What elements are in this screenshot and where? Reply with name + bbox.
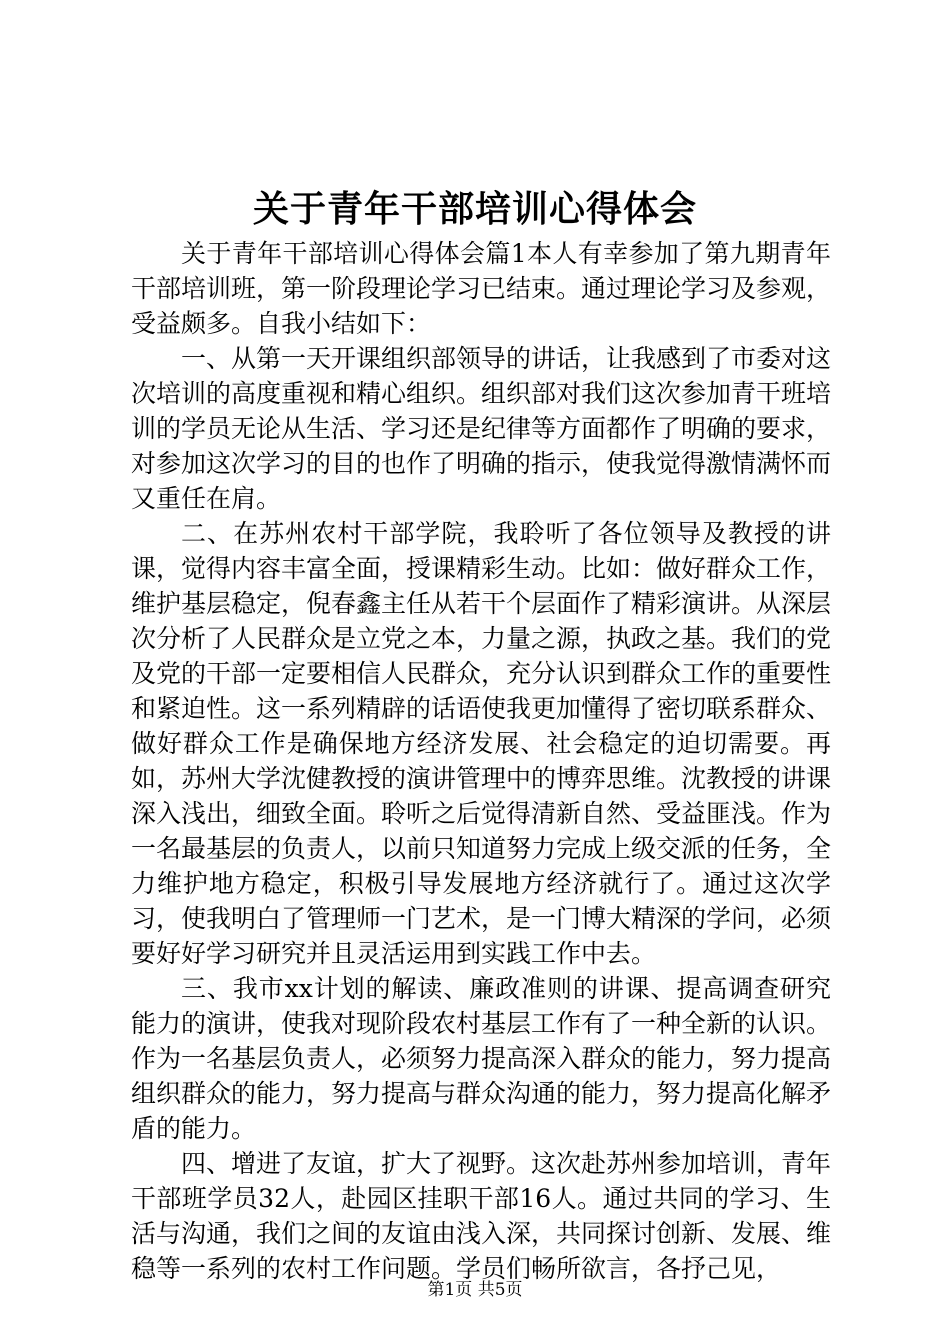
page-number-footer: 第1页 共5页 xyxy=(427,1280,523,1300)
paragraph-point-three: 三、我市xx计划的解读、廉政准则的讲课、提高调查研究能力的演讲，使我对现阶段农村基层工作有了一种全新的认识。作为一名基层负责人，必须努力提高深入群众的能力，努力提高组织群众的能力，努力提高与群众沟通的能力，努力提高化解矛盾的能力。 xyxy=(131,974,832,1143)
paragraph-point-four: 四、增进了友谊，扩大了视野。这次赴苏州参加培训，青年干部班学员32人，赴园区挂职干部16人。通过共同的学习、生活与沟通，我们之间的友谊由浅入深，共同探讨创新、发展、维稳等一系列的农村工作问题。学员们畅所欲言，各抒己见， xyxy=(131,1149,832,1283)
paragraph-point-one: 一、从第一天开课组织部领导的讲话，让我感到了市委对这次培训的高度重视和精心组织。组织部对我们这次参加青干班培训的学员无论从生活、学习还是纪律等方面都作了明确的要求，对参加这次学习的目的也作了明确的指示，使我觉得激情满怀而又重任在肩。 xyxy=(131,344,832,513)
document-body xyxy=(131,236,831,1286)
paragraph-point-two: 二、在苏州农村干部学院，我聆听了各位领导及教授的讲课，觉得内容丰富全面，授课精彩生动。比如：做好群众工作，维护基层稳定，倪春鑫主任从若干个层面作了精彩演讲。从深层次分析了人民群众是立党之本，力量之源，执政之基。我们的党及党的干部一定要相信人民群众，充分认识到群众工作的重要性和紧迫性。这一系列精辟的话语使我更加懂得了密切联系群众、做好群众工作是确保地方经济发展、社会稳定的迫切需要。再如，苏州大学沈健教授的演讲管理中的博弈思维。沈教授的讲课深入浅出，细致全面。聆听之后觉得清新自然、受益匪浅。作为一名最基层的负责人，以前只知道努力完成上级交派的任务，全力维护地方稳定，积极引导发展地方经济就行了。通过这次学习，使我明白了管理师一门艺术，是一门博大精深的学问，必须要好好学习研究并且灵活运用到实践工作中去。 xyxy=(131,519,832,968)
document-title: 关于青年干部培训心得体会 xyxy=(252,188,697,230)
paragraph-intro: 关于青年干部培训心得体会篇1本人有幸参加了第九期青年干部培训班，第一阶段理论学习已结束。通过理论学习及参观，受益颇多。自我小结如下： xyxy=(131,239,832,338)
